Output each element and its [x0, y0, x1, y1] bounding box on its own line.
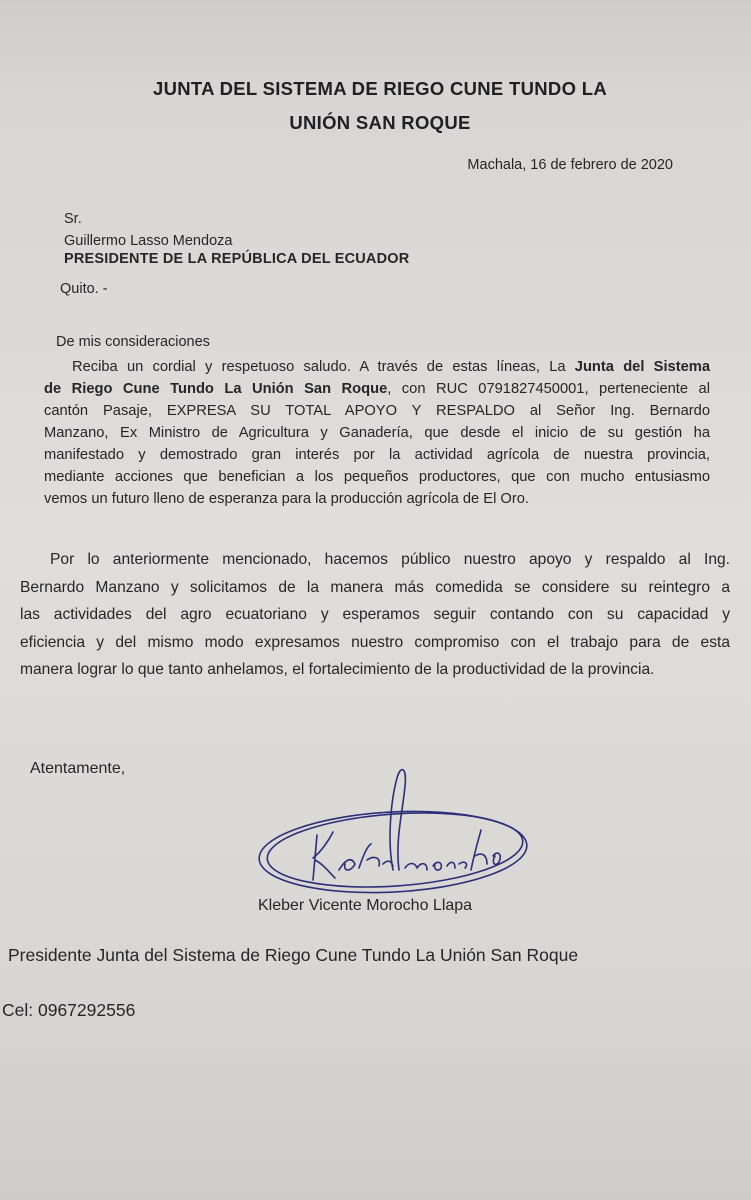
paragraph-1-line-3: cantón Pasaje, EXPRESA SU TOTAL APOYO Y RESPALDO al Señor Ing. Bernardo [44, 403, 710, 419]
signer-name: Kleber Vicente Morocho Llapa [258, 897, 473, 914]
signer-role: Presidente Junta del Sistema de Riego Cune Tundo La Unión San Roque [8, 945, 579, 965]
paragraph-1-line-2 [44, 378, 710, 400]
greeting: De mis consideraciones [56, 334, 210, 350]
letter-title-line-2: UNIÓN SAN ROQUE [289, 112, 471, 133]
closing: Atentamente, [30, 760, 126, 777]
paragraph-1-line-2-text: , con RUC 0791827450001, perteneciente al [387, 381, 710, 397]
paragraph-1-line-5: manifestado y demostrado gran interés por la actividad agrícola de nuestra provincia, [44, 447, 710, 463]
paragraph-2-line-5: manera lograr lo que tanto anhelamos, el fortalecimiento de la productividad de la provincia. [20, 661, 655, 678]
signer-phone: Cel: 0967292556 [2, 1000, 136, 1020]
paragraph-2-line-4: eficiencia y del mismo modo expresamos nuestro compromiso con el trabajo para de esta [20, 633, 730, 651]
recipient-name: Guillermo Lasso Mendoza [64, 233, 233, 249]
paragraph-1 [44, 356, 710, 510]
recipient-position: PRESIDENTE DE LA REPÚBLICA DEL ECUADOR [64, 251, 410, 267]
paragraph-1-line-7: vemos un futuro lleno de esperanza para la producción agrícola de El Oro. [44, 491, 529, 507]
paragraph-1-line-4: Manzano, Ex Ministro de Agricultura y Ganadería, que desde el inicio de su gestión ha [44, 425, 710, 441]
letter-date: Machala, 16 de febrero de 2020 [467, 157, 673, 173]
letter-title-line-1: JUNTA DEL SISTEMA DE RIEGO CUNE TUNDO LA [153, 78, 607, 99]
paragraph-1-line-6: mediante acciones que benefician a los pequeños productores, que con mucho entusiasmo [44, 469, 710, 485]
paragraph-1-bold-text: Junta del Sistema [574, 359, 711, 375]
handwritten-signature [255, 760, 535, 900]
recipient-salutation: Sr. [64, 211, 82, 227]
paragraph-2-line-1: Por lo anteriormente mencionado, hacemos público nuestro apoyo y respaldo al Ing. [50, 551, 730, 568]
paragraph-2 [20, 546, 730, 684]
paragraph-1-line-1 [44, 356, 710, 378]
organization-name-bold: de Riego Cune Tundo La Unión San Roque [44, 381, 388, 397]
paragraph-2-line-2: Bernardo Manzano y solicitamos de la manera más comedida se considere su reintegro a [20, 578, 730, 596]
paragraph-2-line-3: las actividades del agro ecuatoriano y esperamos seguir contando con su capacidad y [20, 606, 730, 623]
paragraph-1-line-1-text: Reciba un cordial y respetuoso saludo. A través de estas líneas, La [72, 359, 575, 375]
recipient-city: Quito. - [60, 281, 108, 297]
